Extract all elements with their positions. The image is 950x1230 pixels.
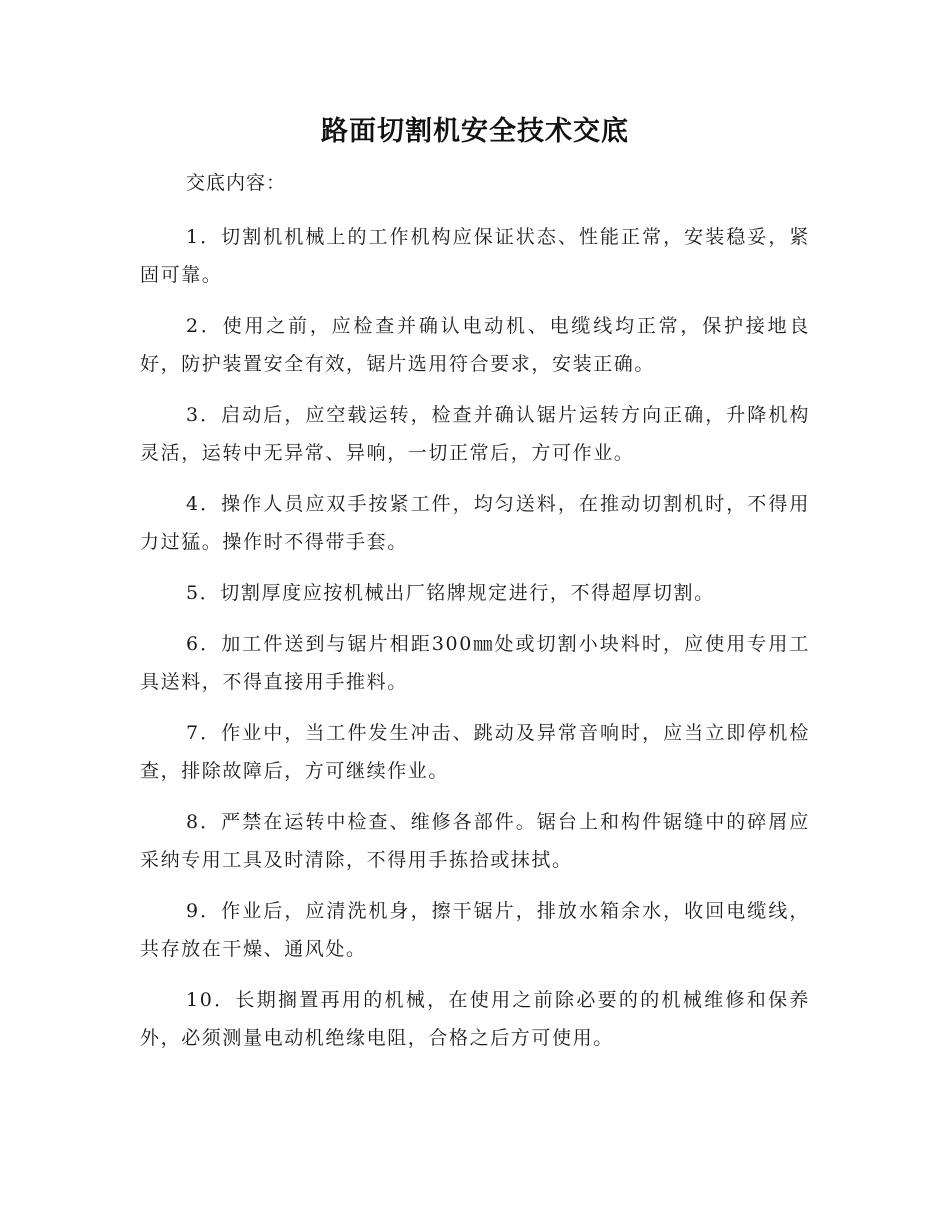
list-item: 2．使用之前，应检查并确认电动机、电缆线均正常，保护接地良好，防护装置安全有效，锯片选用符合要求，安装正确。 bbox=[140, 315, 810, 375]
item-list bbox=[140, 218, 810, 1070]
list-item: 7．作业中，当工件发生冲击、跳动及异常音响时，应当立即停机检查，排除故障后，方可继续作业。 bbox=[140, 722, 810, 782]
list-item: 3．启动后，应空载运转，检查并确认锯片运转方向正确，升降机构灵活，运转中无异常、异响，一切正常后，方可作业。 bbox=[140, 404, 810, 464]
list-item: 5．切割厚度应按机械出厂铭牌规定进行，不得超厚切割。 bbox=[186, 582, 715, 604]
document-title: 路面切割机安全技术交底 bbox=[321, 116, 629, 147]
list-item: 10．长期搁置再用的机械，在使用之前除必要的的机械维修和保养外，必须测量电动机绝缘电阻，合格之后方可使用。 bbox=[140, 989, 810, 1049]
list-item: 4．操作人员应双手按紧工件，均匀送料，在推动切割机时，不得用力过猛。操作时不得带手套。 bbox=[140, 493, 810, 553]
list-item: 9．作业后，应清洗机身，擦干锯片，排放水箱余水，收回电缆线，共存放在干燥、通风处。 bbox=[140, 900, 810, 960]
document-intro: 交底内容： bbox=[186, 172, 287, 194]
list-item: 8．严禁在运转中检查、维修各部件。锯台上和构件锯缝中的碎屑应采纳专用工具及时清除，不得用手拣拾或抹拭。 bbox=[140, 811, 810, 871]
list-item: 6．加工件送到与锯片相距300㎜处或切割小块料时，应使用专用工具送料，不得直接用手推料。 bbox=[140, 633, 810, 693]
list-item: 1．切割机机械上的工作机构应保证状态、性能正常，安装稳妥，紧固可靠。 bbox=[140, 226, 810, 286]
